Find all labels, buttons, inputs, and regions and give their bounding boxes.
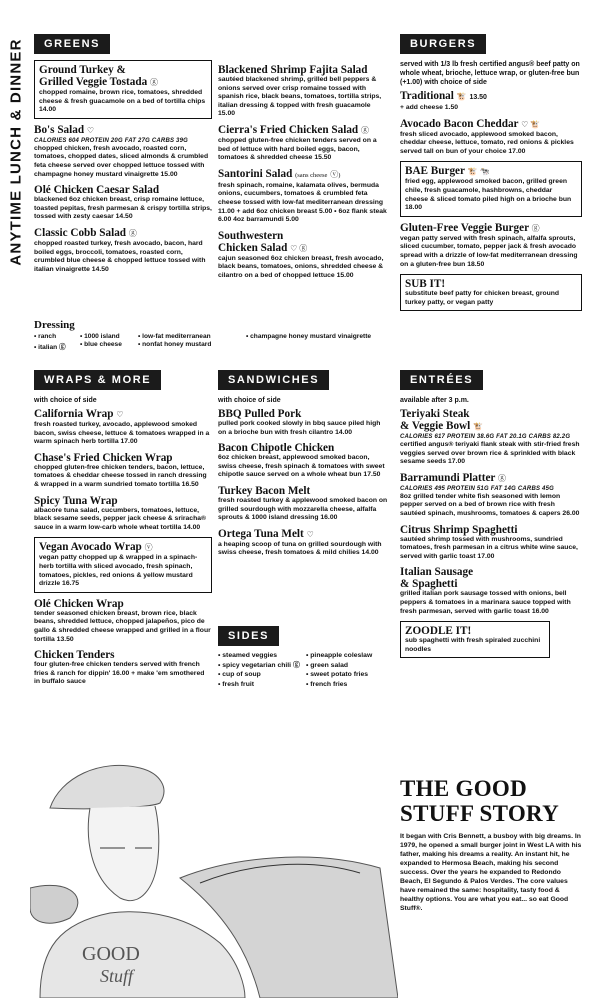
sides-section bbox=[218, 626, 388, 689]
menu-item: Citrus Shrimp Spaghetti sautéed shrimp tossed with mushrooms, sundried tomatoes, fresh parmesan in a citrus white wine sauce, served with garlic toast 17.00 bbox=[400, 523, 578, 560]
dressing-options bbox=[34, 333, 404, 351]
gluten-free-icon: ⓖ bbox=[59, 344, 66, 351]
wraps-header: WRAPS & MORE bbox=[34, 370, 161, 390]
gluten-free-icon: ⓖ bbox=[531, 223, 540, 233]
hand-shape bbox=[30, 885, 78, 923]
nutrition-info: CALORIES 604 PROTEIN 20G FAT 27G CARBS 39G bbox=[34, 137, 188, 144]
sides-list bbox=[218, 652, 388, 689]
menu-item: Southwestern Chicken Salad ♡ ⓖ cajun seasoned 6oz chicken breast, fresh avocado, black beans, tomatoes, onions, shredded cheese & cilantro on a bed of chopped lettuce 15.00 bbox=[218, 229, 384, 279]
sides-header: SIDES bbox=[218, 626, 279, 646]
menu-item: Classic Cobb Salad ⓖ chopped roasted turkey, fresh avocado, bacon, hard boiled eggs, broccoli, tomatoes, roasted corn, crumbled blue cheese & chopped lettuce tossed with italian vinaigrette 14.50 bbox=[34, 226, 206, 273]
side-item: • green salad bbox=[306, 661, 349, 669]
greens-section bbox=[34, 34, 212, 279]
side-item: • steamed veggies bbox=[218, 652, 278, 659]
menu-item: BAE Burger 🐮 🐄 fried egg, applewood smoked bacon, grilled green chile, fresh guacamole, hashbrowns, cheddar cheese & sliced tomato piled high on a brioche bun 18.00 bbox=[400, 161, 582, 216]
menu-item: Chicken Tenders four gluten-free chicken tenders served with french fries & ranch for dippin' 16.00 + make 'em smothered in buffalo sauce bbox=[34, 649, 205, 686]
side-item: • cup of soup bbox=[218, 671, 261, 678]
gluten-free-icon: ⓖ bbox=[292, 661, 300, 669]
beef-icon: 🐮 🐄 bbox=[467, 167, 490, 177]
illustration-man-in-car bbox=[30, 748, 398, 998]
nutrition-info: CALORIES 495 PROTEIN 51G FAT 14G CARBS 45G bbox=[400, 485, 554, 492]
dressing-option: • ranch bbox=[34, 333, 57, 340]
menu-item: Santorini Salad (sans cheese ⓥ) fresh spinach, romaine, kalamata olives, bermuda onions, cucumbers, tomatoes & crumbled feta cheese tossed with low-fat mediterranean dressing 11.00 + add 6oz chicken breast 5.00 • 6oz flank steak 6.00 4oz barramundi 5.00 bbox=[218, 167, 387, 224]
greens-section-col2 bbox=[218, 64, 388, 286]
sub-it-box: SUB IT! substitute beef patty for chicken breast, ground turkey patty, or vegan patty bbox=[400, 274, 582, 311]
menu-item: Ground Turkey & Grilled Veggie Tostada ⓖ chopped romaine, brown rice, tomatoes, shredded cheese & fresh guacamole on a bed of tortilla chips 14.00 bbox=[34, 60, 212, 119]
cap-shape bbox=[50, 765, 164, 808]
dressing-option: • 1000 island bbox=[80, 333, 120, 340]
menu-item: Cierra's Fried Chicken Salad ⓖ chopped gluten-free chicken tenders served on a bed of lettuce with hard boiled eggs, bacon, tomatoes & shredded cheese 15.50 bbox=[218, 123, 377, 162]
fish-icon: ⓖ bbox=[497, 473, 506, 483]
menu-item: Vegan Avocado Wrap ⓥ vegan patty chopped up & wrapped in a spinach-herb tortilla with sliced avocado, fresh spinach, tomatoes, pickles, red onions & yellow mustard drizzle 16.75 bbox=[34, 537, 212, 592]
side-item: • spicy vegetarian chili ⓖ bbox=[218, 661, 300, 669]
nutrition-info: CALORIES 617 PROTEIN 38.6G FAT 20.1G CARBS 82.2G bbox=[400, 434, 571, 440]
menu-item: Traditional 🐮 13.50 + add cheese 1.50 bbox=[400, 90, 487, 111]
gluten-free-icon: ⓖ bbox=[128, 228, 137, 238]
dressing-section bbox=[34, 319, 404, 351]
menu-item: Blackened Shrimp Fajita Salad sautéed blackened shrimp, grilled bell peppers & onions served over crisp romaine tossed with spanish rice, black beans, tomatoes, tortilla strips, italian dressing & topped with fresh guacamole 15.00 bbox=[218, 64, 382, 118]
menu-item: Avocado Bacon Cheddar ♡ 🐮 fresh sliced avocado, applewood smoked bacon, cheddar cheese, lettuce, tomato, red onions & pickles served tall on bun of your choice 17.00 bbox=[400, 117, 574, 155]
dressing-option: • italian ⓖ bbox=[34, 344, 66, 351]
dressing-title: Dressing bbox=[34, 319, 75, 331]
zoodle-it-box: ZOODLE IT! sub spaghetti with fresh spiraled zucchini noodles bbox=[400, 621, 550, 658]
dressing-option: • champagne honey mustard vinaigrette bbox=[246, 333, 372, 340]
wraps-section: WRAPS & MORE with choice of side California Wrap ♡ fresh roasted turkey, avocado, applewood smoked bacon, swiss cheese, lettuce & tomatoes wrapped in a warm spinach herb tortilla 17.00 Chase's Fried Chicken Wrap chopped gluten-free chicken tenders, bacon, lettuce, tomatoes & cheddar cheese tossed in ranch dressing & wrapped in a warm sundried tomato tortilla 16.50 Spicy Tuna Wrap albacore tuna salad, cucumbers, tomatoes, lettuce, black sesame seeds, pepper jack cheese & sriracha® sauce in a warm low-carb whole wheat tortilla 14.00 Vegan Avocado Wrap ⓥ vegan patty chopped up & wrapped in a spinach-herb tortilla with sliced avocado, fresh spinach, tomatoes, pickles, red onions & yellow mustard drizzle 16.75 Olé Chicken Wrap tender seasoned chicken breast, brown rice, black beans, shredded lettuce, chopped jalapeños, pico de gallo & shredded cheese wrapped and grilled in a flour tortilla 13.50 Chicken Tenders four gluten-free chicken tenders served with french fries & ranch for dippin' 16.00 + make 'em smothered in buffalo sauce bbox=[34, 370, 212, 692]
menu-item: Gluten-Free Veggie Burger ⓖ vegan patty served with fresh spinach, alfalfa sprouts, sliced cucumber, tomato, pepper jack & fresh avocado spread with a drizzle of low-fat mediterranean dressing on a gluten-free bun 18.50 bbox=[400, 221, 578, 268]
menu-item: Barramundi Platter ⓖ CALORIES 495 PROTEIN 51G FAT 14G CARBS 45G 8oz grilled tender white fish seasoned with lemon pepper served on a bed of brown rice with fresh sautéed spinach, mushrooms, tomatoes & capers 26.00 bbox=[400, 472, 582, 519]
shirt-text-stuff: Stuff bbox=[100, 966, 134, 986]
dressing-option: • nonfat honey mustard bbox=[138, 341, 212, 348]
menu-item: BBQ Pulled Pork pulled pork cooked slowly in bbq sauce piled high on a brioche bun with fresh cilantro 14.00 bbox=[218, 408, 381, 436]
side-item: • pineapple coleslaw bbox=[306, 652, 373, 659]
burgers-header: BURGERS bbox=[400, 34, 486, 54]
menu-item: Spicy Tuna Wrap albacore tuna salad, cucumbers, tomatoes, lettuce, black sesame seeds, pepper jack cheese & sriracha® sauce in a warm low-carb whole wheat tortilla 14.00 bbox=[34, 494, 207, 531]
story-title: THE GOOD STUFF STORY bbox=[400, 776, 560, 826]
shirt-text-good: GOOD bbox=[82, 943, 140, 965]
menu-item: Ortega Tuna Melt ♡ a heaping scoop of tuna on grilled sourdough with swiss cheese, fresh tomatoes & mild chilies 14.00 bbox=[218, 527, 382, 557]
vegetarian-leaf-icon: ♡ 🐮 bbox=[521, 119, 541, 129]
menu-item: Bo's Salad ♡ CALORIES 604 PROTEIN 20G FAT 27G CARBS 39G chopped chicken, fresh avocado, roasted corn, tomatoes, chopped dates, sliced almonds & crumbled feta cheese served over chopped lettuce tossed with champagne honey mustard vinaigrette 15.00 bbox=[34, 124, 212, 179]
vegan-icon: ⓥ bbox=[144, 543, 153, 553]
story-text: It began with Cris Bennett, a busboy with big dreams. In 1979, he opened a small burger joint in West LA with his father, making his dreams a reality. An instant hit, he expanded to Hermosa Beach, making his second success. Over the years he expanded to Redondo Beach, El Segundo & Palos Verdes. The core values have remained the same: hospitality, tasty food & healthy options. You are what you eat... so eat Good Stuff®. bbox=[400, 833, 582, 912]
sandwiches-section: SANDWICHES with choice of side BBQ Pulled Pork pulled pork cooked slowly in bbq sauce piled high on a brioche bun with fresh cilantro 14.00 Bacon Chipotle Chicken 6oz chicken breast, applewood smoked bacon, swiss cheese, fresh spinach & tomatoes with sweet chipotle sauce served on a whole wheat bun 17.50 Turkey Bacon Melt fresh roasted turkey & applewood smoked bacon on grilled sourdough with mozzarella cheese, alfalfa sprouts & 1000 island dressing 16.00 Ortega Tuna Melt ♡ a heaping scoop of tuna on grilled sourdough with swiss cheese, fresh tomatoes & mild chilies 14.00 bbox=[218, 370, 388, 563]
shirt-shape bbox=[40, 912, 245, 998]
menu-item: Italian Sausage & Spaghetti grilled italian pork sausage tossed with onions, bell peppers & tomatoes in a marinara sauce topped with fresh parmesan, served with garlic toast 16.00 bbox=[400, 566, 571, 615]
side-item: • sweet potato fries bbox=[306, 671, 369, 678]
side-item: • fresh fruit bbox=[218, 680, 255, 688]
vegan-icon: ⓥ bbox=[330, 169, 339, 179]
beef-icon: 🐮 bbox=[473, 422, 483, 431]
entrees-header: ENTRÉES bbox=[400, 370, 483, 390]
gluten-free-icon: ⓖ bbox=[360, 125, 369, 135]
sandwiches-header: SANDWICHES bbox=[218, 370, 329, 390]
beef-icon: 🐮 bbox=[456, 92, 467, 101]
entrees-section: ENTRÉES available after 3 p.m. Teriyaki Steak & Veggie Bowl 🐮 CALORIES 617 PROTEIN 38.6G FAT 20.1G CARBS 82.2G certified angus® teriyaki flank steak with stir-fried fresh veggies served over brown rice & sprinkled with black sesame seeds 17.00 Barramundi Platter ⓖ CALORIES 495 PROTEIN 51G FAT 14G CARBS 45G 8oz grilled tender white fish seasoned with lemon pepper served on a bed of brown rice with fresh sautéed spinach, mushrooms, tomatoes & capers 26.00 Citrus Shrimp Spaghetti sautéed shrimp tossed with mushrooms, sundried tomatoes, fresh parmesan in a citrus white wine sauce, served with garlic toast 17.00 Italian Sausage & Spaghetti grilled italian pork sausage tossed with onions, bell peppers & tomatoes in a marinara sauce topped with fresh parmesan, served with garlic toast 16.00 ZOODLE IT! sub spaghetti with fresh spiraled zucchini noodles bbox=[400, 370, 582, 663]
vegetarian-leaf-icon: ♡ bbox=[116, 410, 124, 419]
vegetarian-leaf-icon: ♡ ⓖ bbox=[290, 243, 308, 253]
face-shape bbox=[88, 806, 158, 901]
dressing-option: • low-fat mediterranean bbox=[138, 333, 211, 340]
side-item: • french fries bbox=[306, 680, 348, 688]
menu-item: Chase's Fried Chicken Wrap chopped gluten-free chicken tenders, bacon, lettuce, tomatoes & cheddar cheese tossed in ranch dressing & wrapped in a warm sundried tomato tortilla 16.50 bbox=[34, 451, 207, 488]
menu-item: Teriyaki Steak & Veggie Bowl 🐮 CALORIES 617 PROTEIN 38.6G FAT 20.1G CARBS 82.2G certified angus® teriyaki flank steak with stir-fried fresh veggies served over brown rice & sprinkled with black sesame seeds 17.00 bbox=[400, 408, 582, 467]
vegetarian-leaf-icon: ♡ bbox=[86, 125, 95, 135]
vegetarian-leaf-icon: ♡ bbox=[306, 529, 314, 539]
menu-item: Olé Chicken Caesar Salad blackened 6oz chicken breast, crisp romaine lettuce, toasted pepitas, fresh parmesan & crispy tortilla strips, tossed with zesty caesar 14.50 bbox=[34, 184, 212, 221]
burgers-section: BURGERS served with 1/3 lb fresh certified angus® beef patty on whole wheat, brioche, lettuce wrap, or gluten-free bun (+1.00) with choice of side Traditional 🐮 13.50 + add cheese 1.50 Avocado Bacon Cheddar ♡ 🐮 fresh sliced avocado, applewood smoked bacon, cheddar cheese, lettuce, tomato, red onions & pickles served tall on bun of your choice 17.00 BAE Burger 🐮 🐄 fried egg, applewood smoked bacon, grilled green chile, fresh guacamole, hashbrowns, cheddar cheese & sliced tomato piled high on a brioche bun 18.00 Gluten-Free Veggie Burger ⓖ vegan patty served with fresh spinach, alfalfa sprouts, sliced cucumber, tomato, pepper jack & fresh avocado spread with a drizzle of low-fat mediterranean dressing on a gluten-free bun 18.50 SUB IT! substitute beef patty for chicken breast, ground turkey patty, or vegan patty bbox=[400, 34, 582, 316]
side-title: ANYTIME LUNCH & DINNER bbox=[7, 38, 25, 266]
gluten-free-icon: ⓖ bbox=[149, 78, 158, 87]
greens-header: GREENS bbox=[34, 34, 110, 54]
menu-item: California Wrap ♡ fresh roasted turkey, avocado, applewood smoked bacon, swiss cheese, lettuce & tomatoes wrapped in a warm spinach herb tortilla 17.00 bbox=[34, 408, 210, 446]
menu-item: Turkey Bacon Melt fresh roasted turkey & applewood smoked bacon on grilled sourdough with mozzarella cheese, alfalfa sprouts & 1000 island dressing 16.00 bbox=[218, 484, 388, 522]
menu-item: Olé Chicken Wrap tender seasoned chicken breast, brown rice, black beans, shredded lettuce, chopped jalapeños, pico de gallo & shredded cheese wrapped and grilled in a flour tortilla 13.50 bbox=[34, 597, 211, 643]
story-section bbox=[400, 776, 582, 913]
dressing-option: • blue cheese bbox=[80, 341, 122, 348]
menu-item: Bacon Chipotle Chicken 6oz chicken breast, applewood smoked bacon, swiss cheese, fresh spinach & tomatoes with sweet chipotle sauce served on a whole wheat bun 17.50 bbox=[218, 442, 385, 479]
